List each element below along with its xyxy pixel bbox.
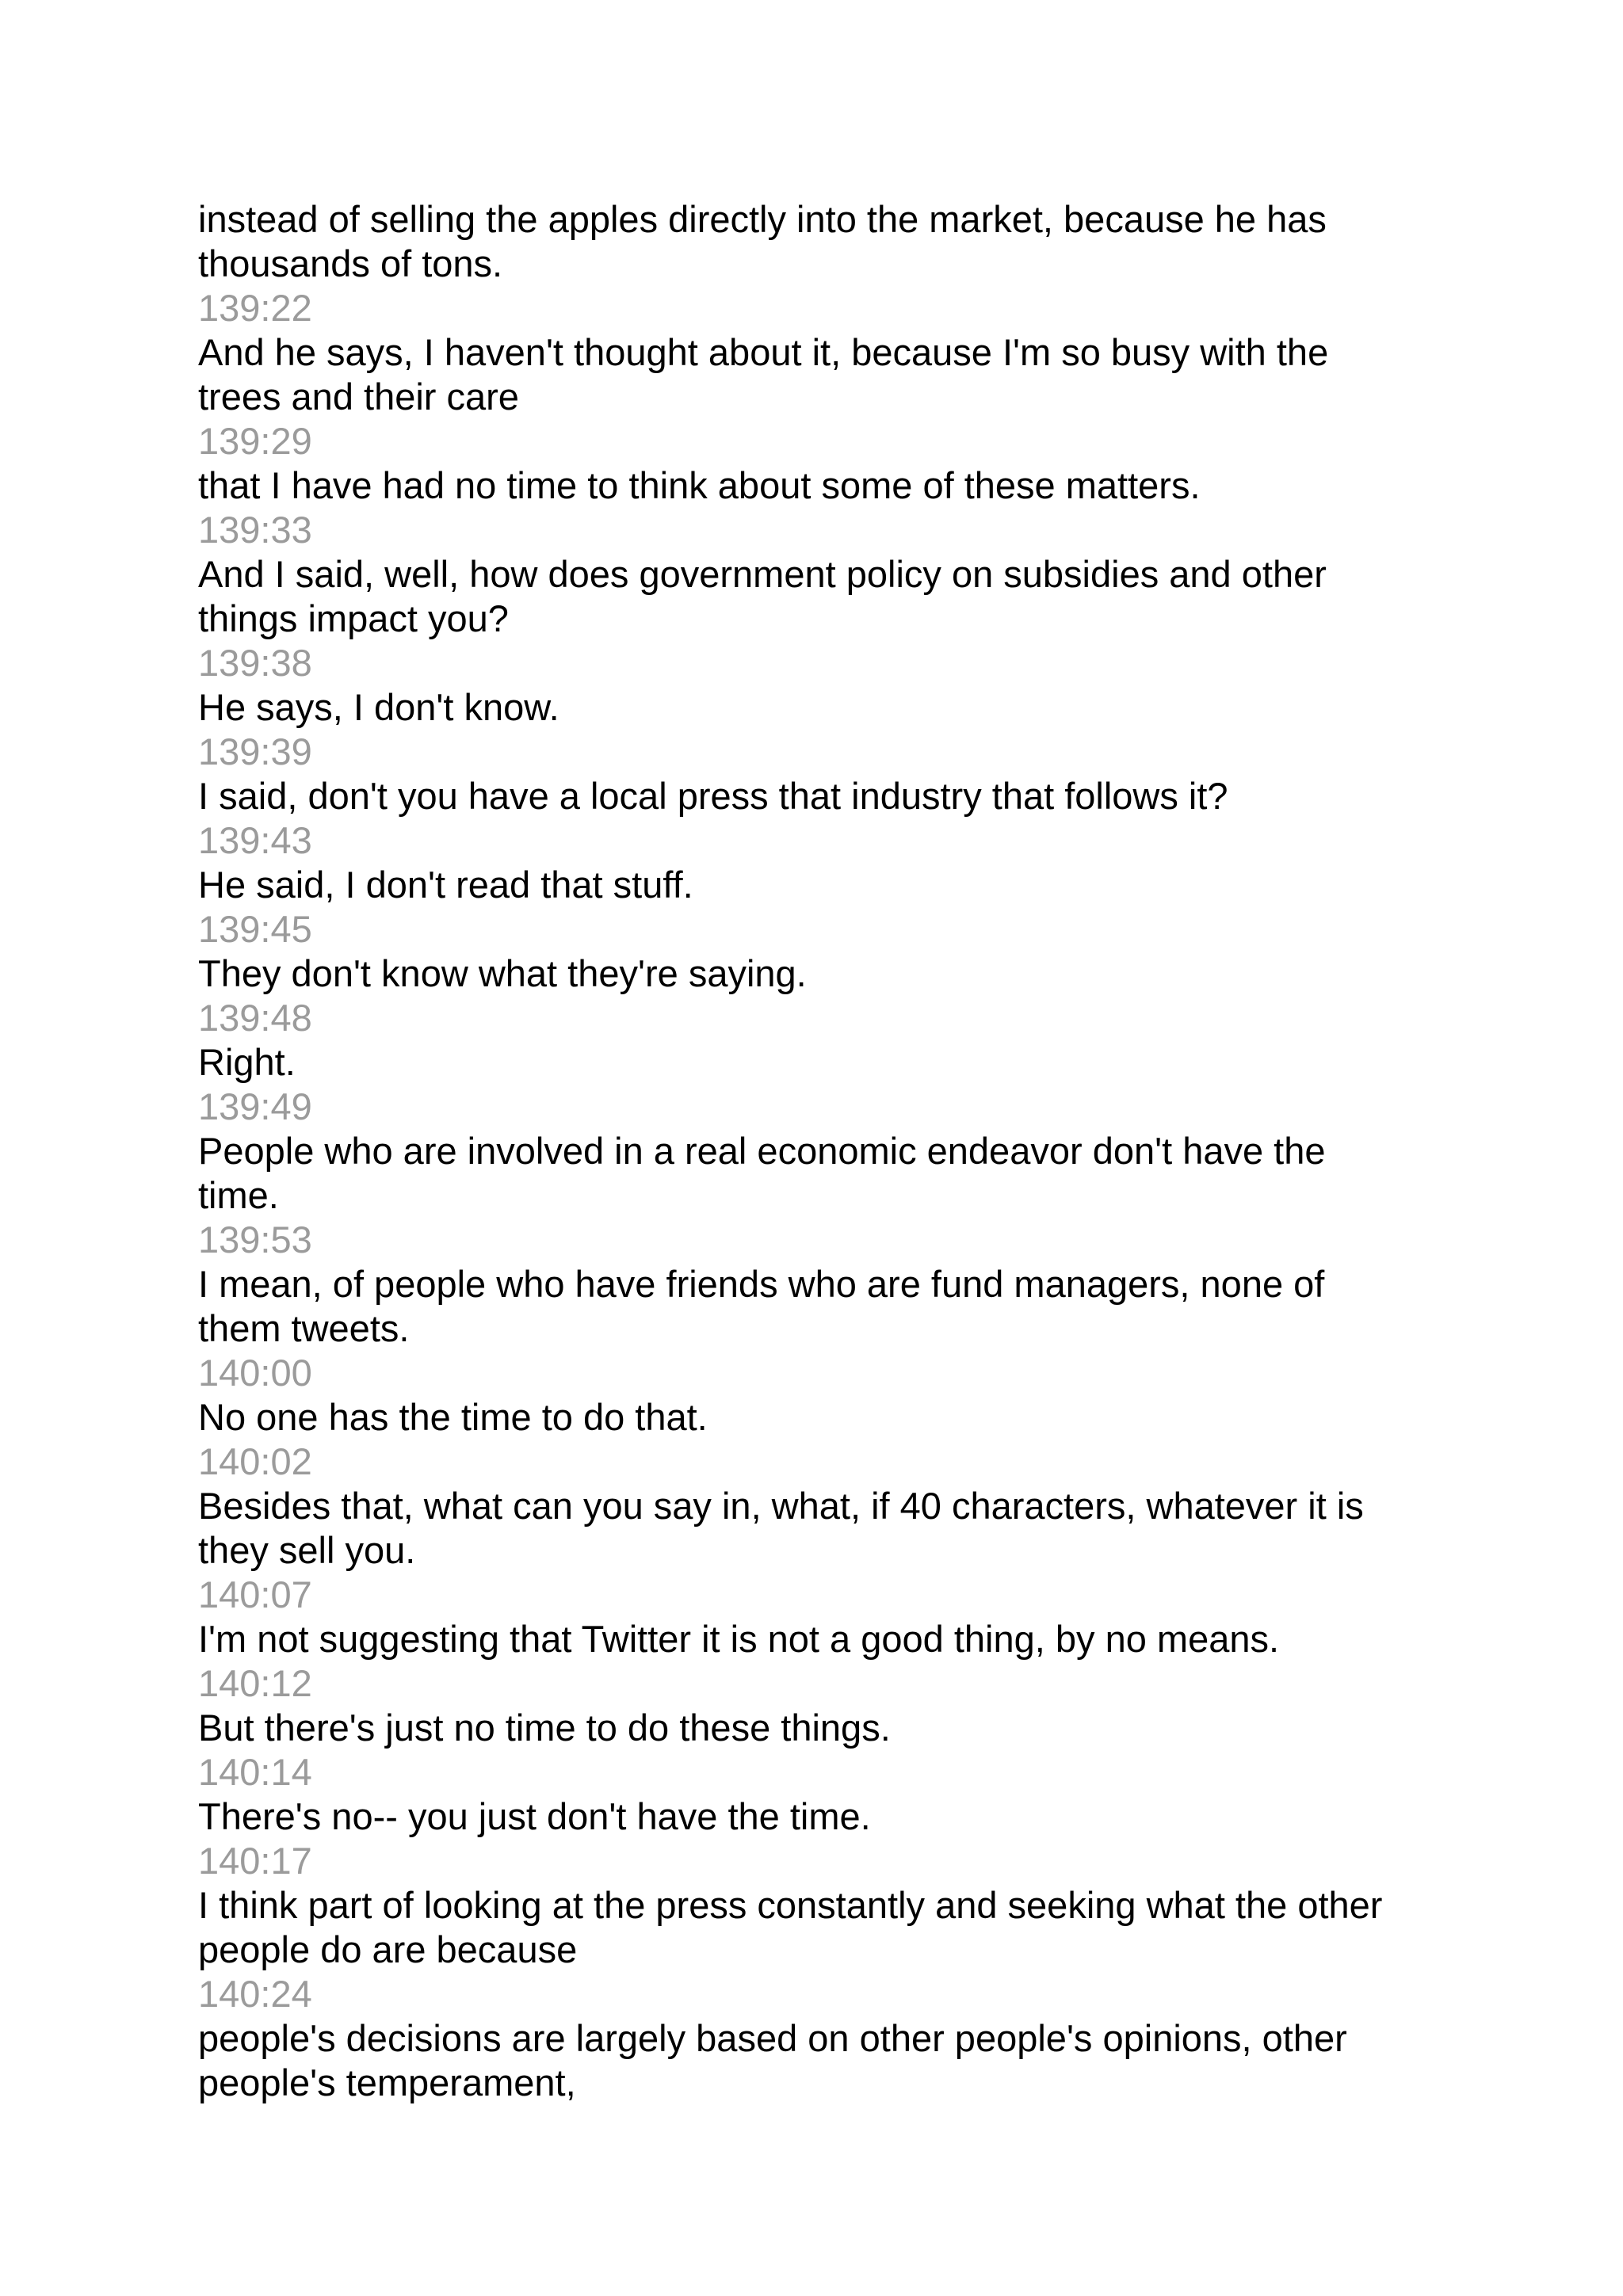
transcript-entry [198,1972,1434,2105]
transcript-entry [198,1661,1434,1750]
timestamp: 139:43 [198,819,312,861]
transcript-line: them tweets. [198,1307,410,1349]
transcript-line: I mean, of people who have friends who are fund managers, none of [198,1263,1325,1305]
timestamp: 139:45 [198,908,312,950]
transcript-line: Besides that, what can you say in, what, if 40 characters, whatever it is [198,1485,1364,1527]
transcript-line: thousands of tons. [198,242,503,284]
transcript-line: People who are involved in a real economic endeavor don't have the [198,1130,1326,1172]
timestamp: 140:14 [198,1751,312,1793]
transcript-line: I said, don't you have a local press that industry that follows it? [198,775,1228,817]
timestamp: 140:02 [198,1440,312,1482]
transcript-line: And I said, well, how does government policy on subsidies and other [198,553,1327,595]
transcript-entry [198,508,1434,641]
transcript-line: They don't know what they're saying. [198,952,807,994]
timestamp: 139:48 [198,997,312,1039]
transcript-line: that I have had no time to think about some of these matters. [198,464,1201,506]
transcript-line: No one has the time to do that. [198,1396,708,1438]
timestamp: 139:49 [198,1085,312,1127]
timestamp: 140:17 [198,1840,312,1882]
transcript-line: people do are because [198,1928,578,1970]
timestamp: 139:39 [198,730,312,772]
timestamp: 140:00 [198,1352,312,1394]
transcript-entry [198,419,1434,508]
transcript-line: And he says, I haven't thought about it, because I'm so busy with the [198,331,1329,373]
transcript-line: people's decisions are largely based on other people's opinions, other [198,2017,1347,2059]
timestamp: 139:29 [198,420,312,462]
timestamp: 140:07 [198,1573,312,1615]
transcript-line: There's no-- you just don't have the time. [198,1795,871,1837]
transcript-entry [198,730,1434,818]
transcript-line: they sell you. [198,1529,416,1571]
transcript-line: Right. [198,1041,296,1083]
transcript-entry [198,641,1434,730]
timestamp: 140:24 [198,1973,312,2015]
transcript-page [198,197,1434,2105]
timestamp: 139:22 [198,287,312,329]
transcript-line: He said, I don't read that stuff. [198,864,693,906]
transcript-entry [198,1351,1434,1440]
transcript-entry [198,1085,1434,1218]
transcript-entry [198,907,1434,996]
transcript-entry [198,1218,1434,1351]
transcript-entry [198,996,1434,1085]
timestamp: 139:33 [198,509,312,551]
timestamp: 139:53 [198,1219,312,1261]
transcript-line: But there's just no time to do these things. [198,1707,891,1749]
transcript-line: I think part of looking at the press constantly and seeking what the other [198,1884,1383,1926]
transcript-line: I'm not suggesting that Twitter it is not a good thing, by no means. [198,1618,1280,1660]
transcript-line: instead of selling the apples directly into the market, because he has [198,198,1327,240]
transcript-entry [198,1573,1434,1661]
transcript-line: trees and their care [198,376,519,418]
transcript-entry [198,1750,1434,1839]
transcript-entry [198,818,1434,907]
timestamp: 139:38 [198,642,312,684]
transcript-line: He says, I don't know. [198,686,559,728]
transcript-line: things impact you? [198,597,509,639]
transcript-entry [198,1839,1434,1972]
transcript-line: people's temperament, [198,2061,576,2103]
transcript-entry [198,1440,1434,1573]
transcript-entry [198,286,1434,419]
transcript-line: time. [198,1174,279,1216]
transcript-entry [198,197,1434,286]
timestamp: 140:12 [198,1662,312,1704]
